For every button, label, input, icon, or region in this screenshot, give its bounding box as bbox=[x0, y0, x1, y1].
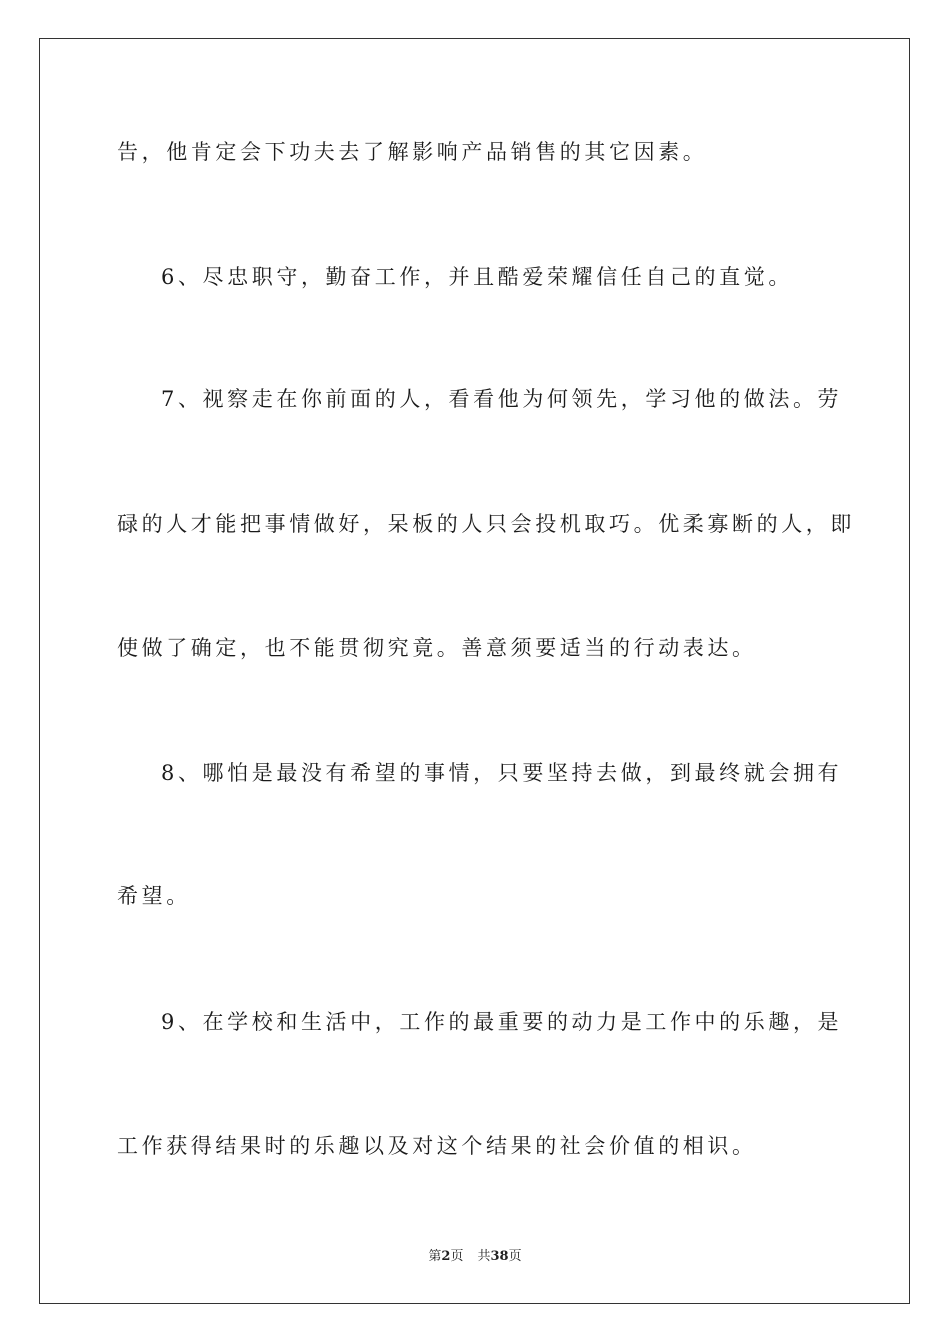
total-prefix: 共 bbox=[477, 1249, 491, 1264]
paragraph-line: 碌的人才能把事情做好，呆板的人只会投机取巧。优柔寡断的人，即 bbox=[117, 512, 855, 536]
page-footer bbox=[0, 1248, 950, 1266]
paragraph-line: 9、在学校和生活中，工作的最重要的动力是工作中的乐趣，是 bbox=[161, 1010, 843, 1034]
paragraph-line: 告，他肯定会下功夫去了解影响产品销售的其它因素。 bbox=[117, 140, 708, 164]
paragraph-line: 希望。 bbox=[117, 884, 191, 908]
paragraph-line: 使做了确定，也不能贯彻究竟。善意须要适当的行动表达。 bbox=[117, 636, 757, 660]
paragraph-line: 7、视察走在你前面的人，看看他为何领先，学习他的做法。劳 bbox=[161, 387, 843, 411]
page-border bbox=[39, 38, 910, 1304]
total-suffix: 页 bbox=[508, 1249, 522, 1264]
page-prefix: 第 bbox=[428, 1249, 442, 1264]
total-pages: 38 bbox=[490, 1249, 509, 1264]
page-number: 2 bbox=[441, 1249, 451, 1264]
paragraph-line: 6、尽忠职守，勤奋工作，并且酷爱荣耀信任自己的直觉。 bbox=[161, 265, 793, 289]
page-suffix: 页 bbox=[450, 1249, 464, 1264]
paragraph-line: 工作获得结果时的乐趣以及对这个结果的社会价值的相识。 bbox=[117, 1134, 757, 1158]
paragraph-line: 8、哪怕是最没有希望的事情，只要坚持去做，到最终就会拥有 bbox=[161, 761, 843, 785]
